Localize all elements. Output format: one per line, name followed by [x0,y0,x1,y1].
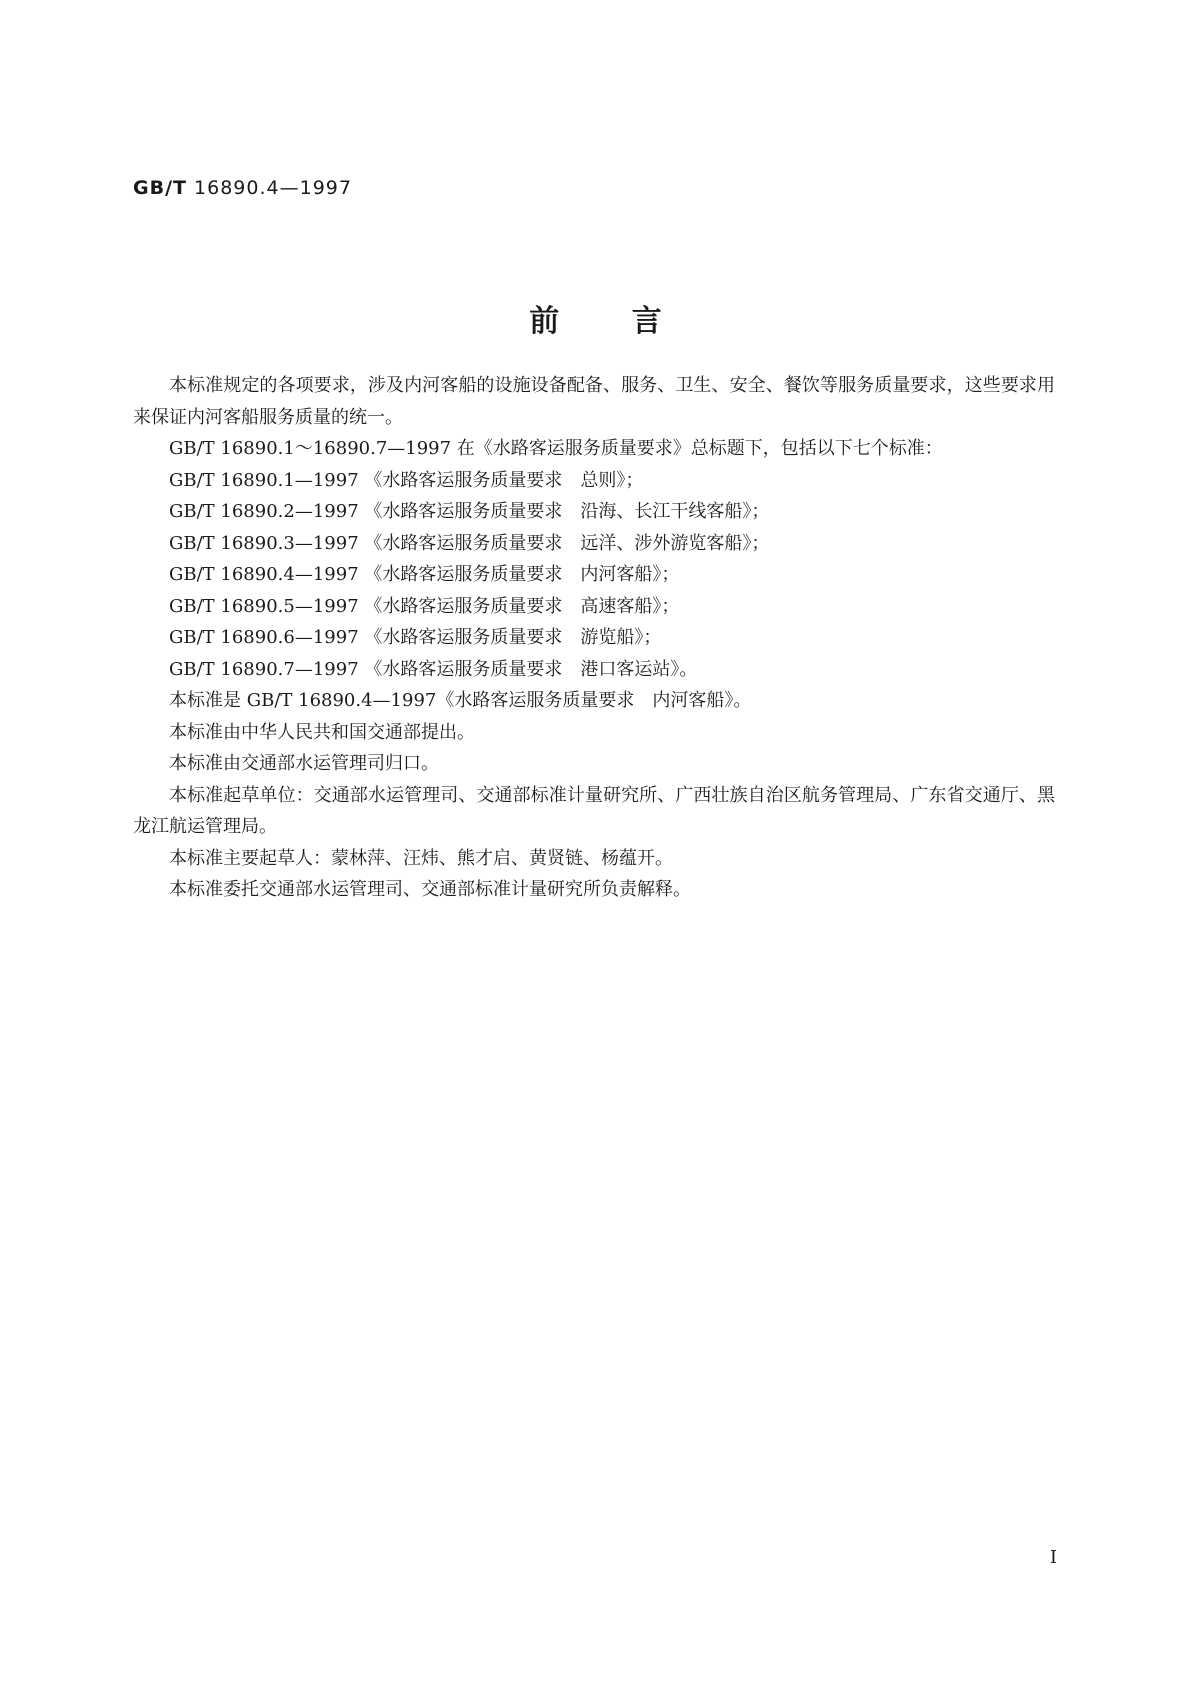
foreword-body [133,370,1055,906]
paragraph-interpretation: 本标准委托交通部水运管理司、交通部标准计量研究所负责解释。 [169,879,691,900]
list-item-standard-1: GB/T 16890.1—1997 《水路客运服务质量要求 总则》； [169,469,644,491]
standard-prefix: GB/T [133,177,187,199]
list-item-standard-5: GB/T 16890.5—1997 《水路客运服务质量要求 高速客船》； [169,595,680,617]
list-item-standard-7: GB/T 16890.7—1997 《水路客运服务质量要求 港口客运站》。 [169,658,698,680]
list-item-standard-4: GB/T 16890.4—1997 《水路客运服务质量要求 内河客船》； [169,564,680,585]
paragraph-administered-by: 本标准由交通部水运管理司归口。 [169,753,439,774]
paragraph-series-intro: GB/T 16890.1～16890.7—1997 在《水路客运服务质量要求》总标题下，包括以下七个标准： [169,438,943,459]
page-title: 前 言 [529,304,662,339]
paragraph-proposed-by: 本标准由中华人民共和国交通部提出。 [169,721,475,743]
list-item-standard-2: GB/T 16890.2—1997 《水路客运服务质量要求 沿海、长江干线客船》； [169,501,770,522]
page-number: I [1049,1547,1057,1568]
paragraph-this-standard: 本标准是 GB/T 16890.4—1997《水路客运服务质量要求 内河客船》。 [169,690,752,711]
paragraph-drafters: 本标准主要起草人：蒙林萍、汪炜、熊才启、黄贤链、杨蕴开。 [169,847,673,869]
list-item-standard-3: GB/T 16890.3—1997 《水路客运服务质量要求 远洋、涉外游览客船》； [169,532,770,554]
paragraph-scope: 本标准规定的各项要求，涉及内河客船的设施设备配备、服务、卫生、安全、餐饮等服务质量要求，这些要求用来保证内河客船服务质量的统一。 [133,375,1055,428]
paragraph-drafting-units: 本标准起草单位：交通部水运管理司、交通部标准计量研究所、广西壮族自治区航务管理局、广东省交通厅、黑龙江航运管理局。 [133,784,1055,837]
standard-code-header [133,177,352,199]
standard-number: 16890.4—1997 [194,177,352,199]
list-item-standard-6: GB/T 16890.6—1997 《水路客运服务质量要求 游览船》； [169,627,662,648]
